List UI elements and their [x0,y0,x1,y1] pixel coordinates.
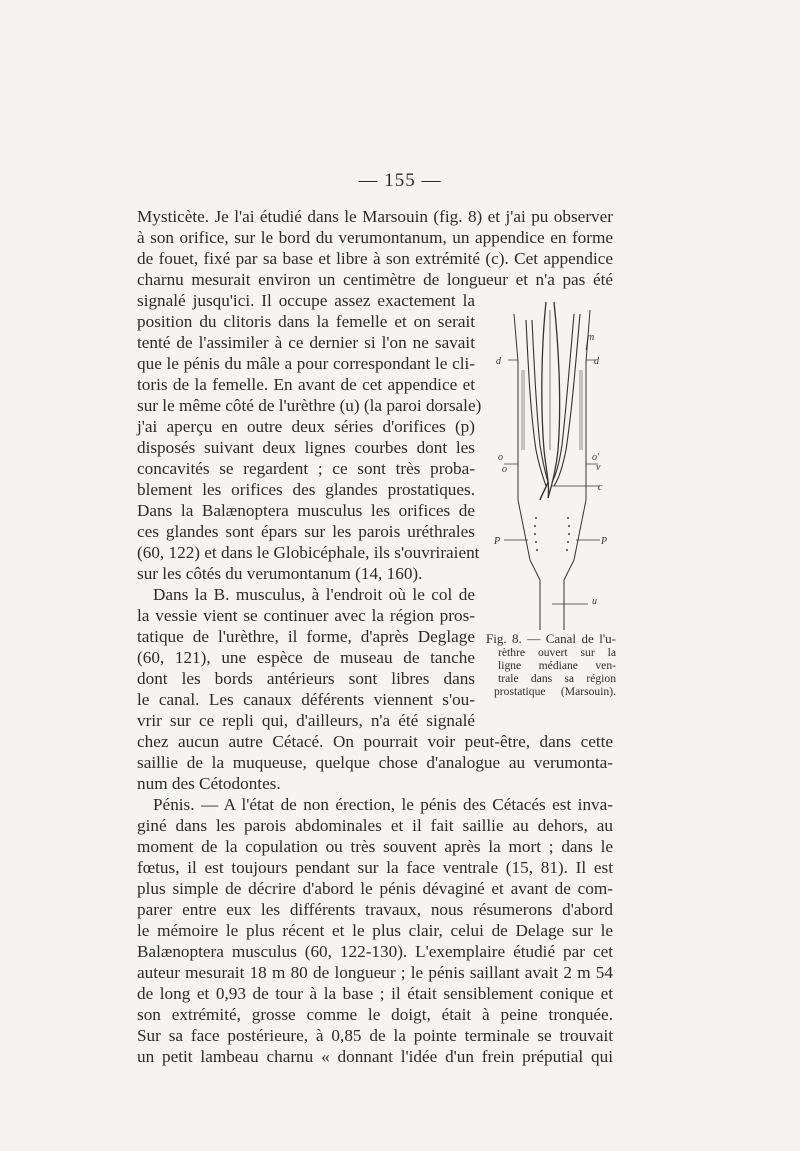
figure-label-o-left-top: o [498,452,503,463]
text-line: Sur sa face postérieure, à 0,85 de la pointe terminale se trouvait [137,1026,613,1045]
text-line: chez aucun autre Cétacé. On pourrait voir peut-être, dans cette [137,732,613,751]
text-line: de fouet, fixé par sa base et libre à son extrémité (c). Cet appendice [137,249,613,268]
figure-caption-line: prostatique (Marsouin). [494,685,616,698]
figure-8-urethra-drawing [488,300,616,636]
figure-caption-line: trale dans sa région [498,672,616,685]
text-line: giné dans les parois abdominales et il fait saillie au dehors, au [137,816,613,835]
text-line: dont les bords antérieurs sont libres dans [137,669,475,688]
text-line: la vessie vient se continuer avec la région pros- [137,606,475,625]
text-line: à son orifice, sur le bord du verumontanum, un appendice en forme [137,228,613,247]
figure-label-u: u [592,596,597,607]
text-line: Dans la Balænoptera musculus les orifices de [137,501,475,520]
text-line: Balænoptera musculus (60, 122-130). L'exemplaire étudié par cet [137,942,613,961]
text-line: num des Cétodontes. [137,774,281,793]
figure-label-p-left: P [494,536,501,547]
page-number: — 155 — [358,170,442,191]
text-line: vrir sur ce repli qui, d'ailleurs, n'a été signalé [137,711,475,730]
text-line: disposés suivant deux lignes courbes dont les [137,438,475,457]
text-line: (60, 122) et dans le Globicéphale, ils s'ouvriraient [137,543,480,562]
figure-caption-line: Fig. 8. — Canal de l'u- [486,631,616,646]
text-line: auteur mesurait 18 m 80 de longueur ; le pénis saillant avait 2 m 54 [137,963,613,982]
figure-label-p-right: P [601,536,608,547]
text-line: charnu mesurait environ un centimètre de longueur et n'a pas été [137,270,613,289]
text-line: plus simple de décrire d'abord le pénis dévaginé et avant de com- [137,879,613,898]
figure-label-v: v [596,462,601,473]
text-line: sur le même côté de l'urèthre (u) (la paroi dorsale) [137,396,482,415]
text-line: moment de la copulation ou très souvent après la mort ; dans le [137,837,613,856]
text-line: parer entre eux les différents travaux, nous résumerons d'abord [137,900,613,919]
text-line: Mysticète. Je l'ai étudié dans le Marsouin (fig. 8) et j'ai pu observer [137,207,613,226]
text-line: toris de la femelle. En avant de cet appendice et [137,375,475,394]
text-line: concavités se regardent ; ce sont très proba- [137,459,475,478]
figure-label-d-right: d [594,356,599,367]
figure-label-m: m [587,332,595,343]
text-line: tenté de l'assimiler à ce dernier si l'on ne savait [137,333,475,352]
text-line: tatique de l'urèthre, il forme, d'après Deglage [137,627,475,646]
text-line: ces glandes sont épars sur les parois uréthrales [137,522,475,541]
figure-caption-line: ligne médiane ven- [498,659,616,672]
text-line: de long et 0,93 de tour à la base ; il était sensiblement conique et [137,984,613,1003]
figure-label-c: c [598,482,603,493]
text-line: j'ai aperçu en outre deux séries d'orifices (p) [137,417,475,436]
figure-caption-line: rèthre ouvert sur la [498,646,616,659]
text-line: fœtus, il est toujours pendant sur la face ventrale (15, 81). Il est [137,858,613,877]
text-line: le canal. Les canaux déférents viennent s'ou- [137,690,475,709]
text-line: blement les orifices des glandes prostatiques. [137,480,475,499]
text-line: saillie de la muqueuse, quelque chose d'analogue au verumonta- [137,753,613,772]
text-line: que le pénis du mâle a pour correspondant le cli- [137,354,475,373]
text-line: Pénis. — A l'état de non érection, le pénis des Cétacés est inva- [153,795,613,814]
text-line: un petit lambeau charnu « donnant l'idée d'un frein préputial qui [137,1047,613,1066]
text-line: le mémoire le plus récent et le plus clair, celui de Delage sur le [137,921,613,940]
text-line: signalé jusqu'ici. Il occupe assez exactement la [137,291,475,310]
figure-label-o-left: o [502,464,507,475]
text-line: son extrémité, grosse comme le doigt, était à peine tronquée. [137,1005,613,1024]
text-line: (60, 121), une espèce de museau de tanche [137,648,475,667]
text-line: Dans la B. musculus, à l'endroit où le col de [153,585,475,604]
text-line: position du clitoris dans la femelle et on serait [137,312,475,331]
figure-label-d-left: d [496,356,501,367]
text-line: sur les côtés du verumontanum (14, 160). [137,564,423,583]
figure-label-o-right-top: o' [592,452,600,463]
